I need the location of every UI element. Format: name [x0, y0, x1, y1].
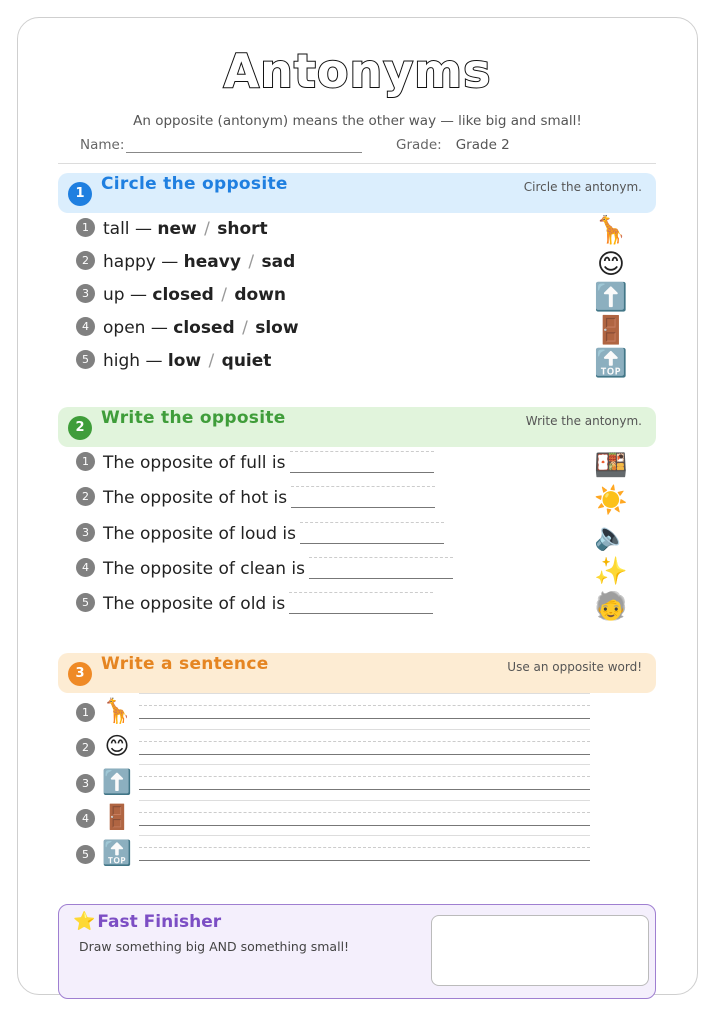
item-number: 5 [76, 593, 95, 612]
item-number: 4 [76, 317, 95, 336]
answer-blank[interactable] [290, 457, 434, 473]
option-2[interactable]: sad [261, 252, 296, 272]
section-title: Write the opposite [101, 408, 286, 428]
item-word: up [103, 285, 125, 305]
item-dash: — [161, 252, 179, 272]
up-arrow-icon: ⬆️ [594, 282, 628, 313]
section-note: Use an opposite word! [507, 660, 642, 674]
sentence-line[interactable] [139, 800, 590, 826]
grade-label: Grade: [396, 137, 442, 153]
item-prompt: The opposite of loud is [103, 524, 296, 544]
write-item [76, 488, 435, 518]
up-arrow-icon: ⬆️ [102, 768, 132, 796]
option-1[interactable]: heavy [183, 252, 241, 272]
item-number: 3 [76, 523, 95, 542]
item-prompt: The opposite of old is [103, 594, 286, 614]
circle-item [76, 285, 286, 315]
item-number: 5 [76, 350, 95, 369]
subtitle: An opposite (antonym) means the other way — like big and small! [133, 113, 582, 129]
option-1[interactable]: closed [173, 318, 235, 338]
section-2-header [58, 407, 656, 447]
grade-row [396, 137, 510, 153]
section-1-header [58, 173, 656, 213]
drawing-box[interactable] [431, 915, 649, 986]
section-number: 3 [68, 662, 92, 686]
answer-blank[interactable] [300, 528, 444, 544]
item-prompt: The opposite of clean is [103, 559, 306, 579]
answer-blank[interactable] [309, 563, 453, 579]
item-word: happy [103, 252, 156, 272]
page-title: Antonyms [223, 44, 492, 98]
top-arrow-icon: 🔝 [594, 348, 628, 379]
section-note: Circle the antonym. [523, 180, 642, 194]
option-2[interactable]: down [234, 285, 286, 305]
item-number: 2 [76, 487, 95, 506]
item-word: tall [103, 219, 130, 239]
item-number: 4 [76, 809, 95, 828]
header-divider [58, 163, 656, 164]
option-separator: / [208, 351, 215, 371]
circle-item [76, 219, 268, 249]
door-icon: 🚪 [594, 315, 628, 346]
sparkles-icon: ✨ [594, 556, 628, 587]
item-number: 5 [76, 845, 95, 864]
sentence-line[interactable] [139, 693, 590, 719]
option-separator: / [204, 219, 210, 239]
item-dash: — [150, 318, 168, 338]
item-number: 1 [76, 218, 95, 237]
section-note: Write the antonym. [525, 414, 642, 428]
speaker-icon: 🔈 [594, 521, 628, 552]
write-item [76, 524, 444, 554]
section-number: 1 [68, 182, 92, 206]
option-1[interactable]: new [157, 219, 197, 239]
item-prompt: The opposite of hot is [103, 488, 288, 508]
fast-finisher-title [73, 911, 221, 932]
answer-blank[interactable] [291, 492, 435, 508]
giraffe-icon: 🦒 [594, 215, 628, 246]
item-number: 2 [76, 738, 95, 757]
smiling-face-icon: 😊 [596, 249, 626, 280]
item-number: 2 [76, 251, 95, 270]
top-arrow-icon: 🔝 [102, 839, 132, 867]
sun-icon: ☀️ [594, 485, 628, 516]
item-number: 4 [76, 558, 95, 577]
option-1[interactable]: low [167, 351, 202, 371]
item-number: 3 [76, 284, 95, 303]
item-word: high [103, 351, 141, 371]
grade-value: Grade 2 [455, 137, 510, 153]
option-separator: / [221, 285, 227, 305]
item-dash: — [134, 219, 152, 239]
section-title: Circle the opposite [101, 174, 288, 194]
item-number: 1 [76, 703, 95, 722]
option-1[interactable]: closed [152, 285, 214, 305]
name-field[interactable] [126, 139, 362, 153]
option-separator: / [242, 318, 248, 338]
older-person-icon: 🧓 [594, 591, 628, 622]
answer-blank[interactable] [289, 598, 433, 614]
circle-item [76, 318, 299, 348]
section-3-header [58, 653, 656, 693]
giraffe-icon: 🦒 [102, 697, 132, 725]
star-icon: ⭐ [73, 911, 96, 932]
item-dash: — [129, 285, 147, 305]
bento-box-icon: 🍱 [594, 450, 628, 481]
item-word: open [103, 318, 146, 338]
circle-item [76, 351, 271, 381]
fast-finisher-box [58, 904, 656, 999]
option-2[interactable]: slow [255, 318, 299, 338]
circle-item [76, 252, 295, 282]
option-2[interactable]: quiet [221, 351, 272, 371]
item-dash: — [145, 351, 163, 371]
smiling-face-icon: 😊 [104, 732, 130, 760]
write-item [76, 453, 434, 483]
sentence-line[interactable] [139, 729, 590, 755]
section-number: 2 [68, 416, 92, 440]
sentence-line[interactable] [139, 764, 590, 790]
sentence-line[interactable] [139, 835, 590, 861]
write-item [76, 594, 433, 624]
name-label: Name: [80, 137, 125, 153]
name-row [80, 137, 362, 153]
fast-finisher-text: Draw something big AND something small! [79, 939, 350, 954]
door-icon: 🚪 [102, 803, 132, 831]
item-prompt: The opposite of full is [103, 453, 286, 473]
item-number: 1 [76, 452, 95, 471]
write-item [76, 559, 453, 589]
section-title: Write a sentence [101, 654, 269, 674]
fast-finisher-label: Fast Finisher [97, 912, 222, 932]
option-2[interactable]: short [217, 219, 268, 239]
option-separator: / [248, 252, 255, 272]
item-number: 3 [76, 774, 95, 793]
